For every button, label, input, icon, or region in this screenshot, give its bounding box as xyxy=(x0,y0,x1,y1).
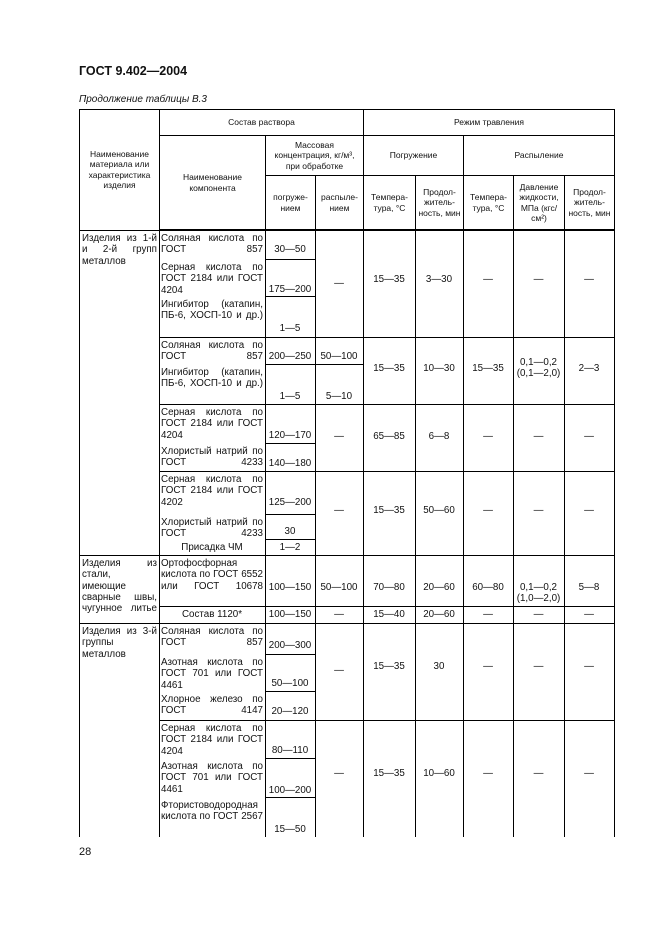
duration-value: 50—60 xyxy=(423,505,455,516)
spray-temperature-value: — xyxy=(483,609,493,620)
duration-value: 6—8 xyxy=(428,431,450,442)
table-header xyxy=(79,109,615,230)
component-name: Соляная кислота по ГОСТ 857 xyxy=(161,233,263,256)
duration-value: 10—60 xyxy=(423,768,455,779)
component-name: Присадка ЧМ xyxy=(181,542,243,553)
header-component: Наименование компонента xyxy=(160,136,266,230)
conc-spray-value: — xyxy=(334,431,344,442)
conc-spray-value: — xyxy=(334,278,344,289)
component-name: Ингибитор (катапин, ПБ-6, ХОСП-10 и др.) xyxy=(161,367,263,390)
spray-duration-value: — xyxy=(584,609,594,620)
conc-spray-value: — xyxy=(334,609,344,620)
header-spraying: Распыление xyxy=(464,136,615,176)
header-duration: Продол-житель-ность, мин xyxy=(416,176,464,230)
spray-duration-value: — xyxy=(584,661,594,672)
conc-immersion-value: 80—110 xyxy=(271,745,309,756)
duration-value: 30 xyxy=(433,661,445,672)
conc-immersion-value: 120—170 xyxy=(268,430,312,441)
header-item-column: Наименование материала или характеристика изделия xyxy=(80,110,160,230)
conc-immersion-value: 20—120 xyxy=(271,706,309,717)
header-etching-mode: Режим травления xyxy=(364,110,615,136)
header-temperature-spray: Темпера-тура, °С xyxy=(464,176,514,230)
pressure-value: 0,1—0,2 (0,1—2,0) xyxy=(516,357,561,380)
component-name: Серная кислота по ГОСТ 2184 или ГОСТ 4204 xyxy=(161,723,263,757)
spray-duration-value: 5—8 xyxy=(578,582,600,593)
component-name: Фтористоводородная кислота по ГОСТ 2567 xyxy=(161,800,263,823)
temperature-value: 15—40 xyxy=(373,609,405,620)
conc-immersion-value: 100—150 xyxy=(268,582,312,593)
conc-spray-value: 50—100 xyxy=(320,351,358,362)
conc-immersion-value: 1—2 xyxy=(279,542,301,553)
component-name: Ортофосфорная кислота по ГОСТ 6552 или ГОСТ 10678 xyxy=(161,558,263,592)
item-metal-group-3: Изделия из 3-й группы металлов xyxy=(82,626,157,660)
table-caption: Продолжение таблицы В.3 xyxy=(79,94,207,105)
conc-immersion-value: 140—180 xyxy=(268,458,312,469)
component-name: Соляная кислота по ГОСТ 857 xyxy=(161,626,263,649)
spray-temperature-value: — xyxy=(483,661,493,672)
conc-immersion-value: 125—200 xyxy=(268,497,312,508)
conc-immersion-value: 30—50 xyxy=(274,244,306,255)
temperature-value: 15—35 xyxy=(373,661,405,672)
spray-temperature-value: — xyxy=(483,505,493,516)
temperature-value: 15—35 xyxy=(373,363,405,374)
conc-spray-value: 50—100 xyxy=(320,582,358,593)
conc-immersion-value: 200—300 xyxy=(268,640,312,651)
spray-temperature-value: — xyxy=(483,768,493,779)
pressure-value: — xyxy=(533,431,544,442)
component-name: Хлористый натрий по ГОСТ 4233 xyxy=(161,446,263,469)
duration-value: 3—30 xyxy=(425,274,453,285)
temperature-value: 65—85 xyxy=(373,431,405,442)
component-name: Хлористый натрий по ГОСТ 4233 xyxy=(161,517,263,540)
component-name: Серная кислота по ГОСТ 2184 или ГОСТ 4202 xyxy=(161,474,263,508)
conc-immersion-value: 30 xyxy=(284,526,296,537)
spray-duration-value: — xyxy=(584,505,594,516)
temperature-value: 15—35 xyxy=(373,768,405,779)
pressure-value: — xyxy=(533,505,544,516)
conc-immersion-value: 100—150 xyxy=(268,609,312,620)
pressure-value: — xyxy=(533,609,544,620)
conc-immersion-value: 200—250 xyxy=(268,351,312,362)
conc-spray-value: — xyxy=(334,505,344,516)
spray-temperature-value: — xyxy=(483,431,493,442)
temperature-value: 70—80 xyxy=(373,582,405,593)
spray-duration-value: — xyxy=(584,431,594,442)
conc-immersion-value: 1—5 xyxy=(279,391,301,402)
pressure-value: — xyxy=(533,768,544,779)
temperature-value: 15—35 xyxy=(373,274,405,285)
page-number: 28 xyxy=(79,846,92,858)
duration-value: 20—60 xyxy=(423,609,455,620)
header-immersion: Погружение xyxy=(364,136,464,176)
component-name: Ингибитор (катапин, ПБ-6, ХОСП-10 и др.) xyxy=(161,299,263,322)
header-temperature: Темпера-тура, °С xyxy=(364,176,416,230)
header-mass-concentration: Массовая концентрация, кг/м³, при обработке xyxy=(266,136,364,176)
temperature-value: 15—35 xyxy=(373,505,405,516)
spray-duration-value: — xyxy=(584,768,594,779)
conc-immersion-value: 50—100 xyxy=(271,678,309,689)
spray-temperature-value: — xyxy=(483,274,493,285)
document-title: ГОСТ 9.402—2004 xyxy=(79,64,188,78)
header-solution: Состав раствора xyxy=(160,110,364,136)
component-name: Состав 1120* xyxy=(181,609,243,620)
header-duration-spray: Продол-житель-ность, мин xyxy=(565,176,615,230)
component-name: Серная кислота по ГОСТ 2184 или ГОСТ 4204 xyxy=(161,407,263,441)
conc-spray-value: 5—10 xyxy=(325,391,353,402)
conc-immersion-value: 175—200 xyxy=(268,284,312,295)
pressure-value: — xyxy=(533,661,544,672)
duration-value: 20—60 xyxy=(423,582,455,593)
conc-immersion-value: 100—200 xyxy=(268,785,312,796)
component-name: Азотная кислота по ГОСТ 701 или ГОСТ 4461 xyxy=(161,761,263,795)
spray-temperature-value: 60—80 xyxy=(472,582,504,593)
item-steel-welds: Изделия из стали, имеющие сварные швы, чугунное литье xyxy=(82,558,157,615)
component-name: Соляная кислота по ГОСТ 857 xyxy=(161,340,263,363)
conc-immersion-value: 15—50 xyxy=(274,824,306,835)
component-name: Хлорное железо по ГОСТ 4147 xyxy=(161,694,263,717)
header-pressure: Давление жидкости, МПа (кгс/см²) xyxy=(514,176,565,230)
conc-spray-value: — xyxy=(334,665,344,676)
item-metal-groups-1-2: Изделия из 1-й и 2-й групп металлов xyxy=(82,233,157,267)
spray-temperature-value: 15—35 xyxy=(472,363,504,374)
duration-value: 10—30 xyxy=(423,363,455,374)
spray-duration-value: 2—3 xyxy=(578,363,600,374)
spray-duration-value: — xyxy=(584,274,594,285)
header-conc-immersion: погруже-нием xyxy=(266,176,316,230)
pressure-value: — xyxy=(533,274,544,285)
conc-immersion-value: 1—5 xyxy=(279,323,301,334)
header-conc-spraying: распыле-нием xyxy=(316,176,364,230)
component-name: Серная кислота по ГОСТ 2184 или ГОСТ 4204 xyxy=(161,262,263,296)
pressure-value: 0,1—0,2 (1,0—2,0) xyxy=(516,582,561,605)
conc-spray-value: — xyxy=(334,768,344,779)
component-name: Азотная кислота по ГОСТ 701 или ГОСТ 4461 xyxy=(161,657,263,691)
